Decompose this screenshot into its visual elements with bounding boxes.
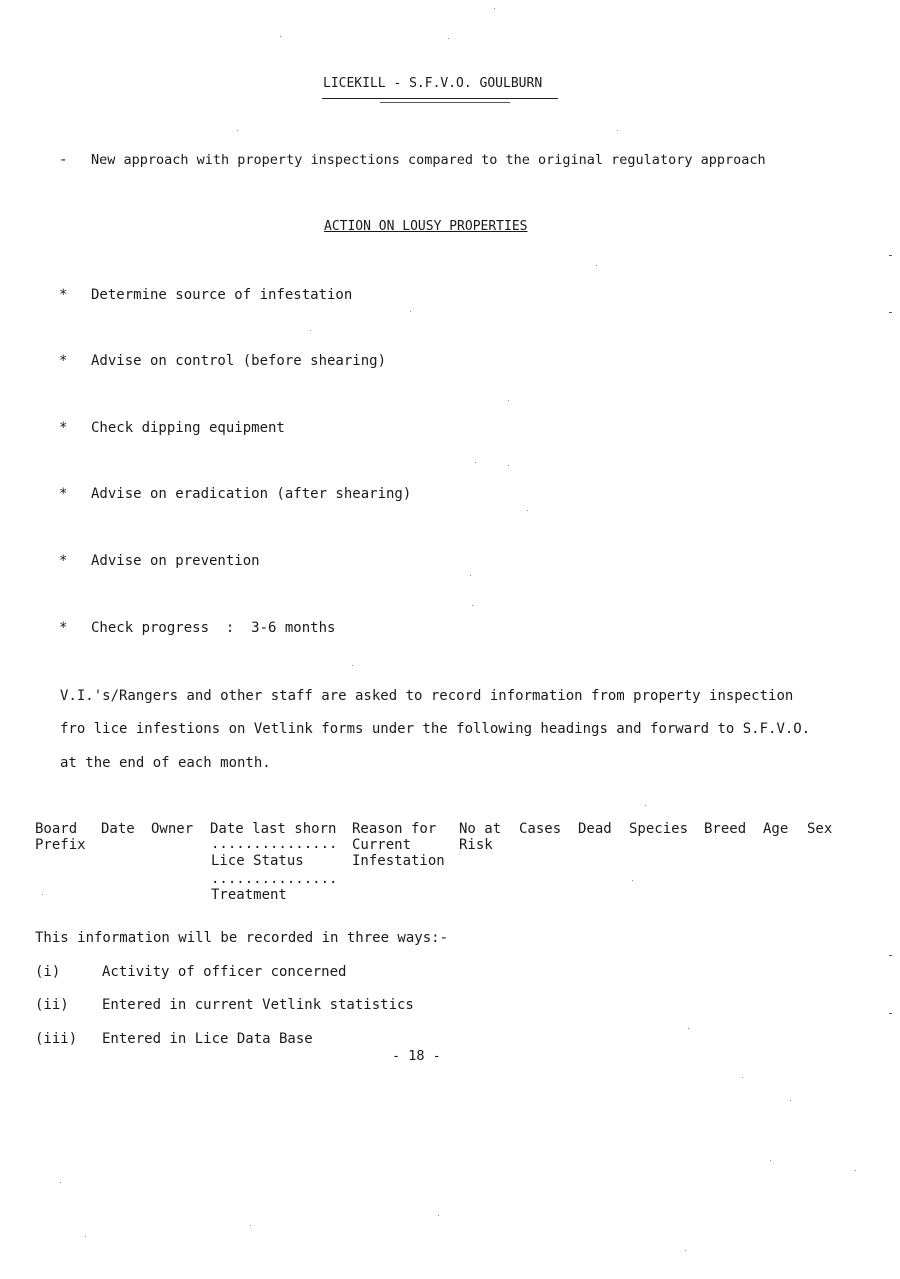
bullet-item: Advise on control (before shearing) [91,353,387,369]
bullet-item: Advise on prevention [91,553,260,569]
bullet-item: Advise on eradication (after shearing) [91,486,412,502]
edge-mark [889,1013,892,1014]
scan-speck [237,130,238,131]
scan-speck [280,36,281,37]
paragraph-line: fro lice infestions on Vetlink forms under the following headings and forward to S.F.V.O. [60,721,811,737]
intro-dash: - [59,152,68,168]
scan-speck [410,311,411,312]
scan-speck [42,894,43,895]
heading-lice-status: Lice Status [211,853,304,869]
heading-cases: Cases [519,821,562,837]
scan-speck [742,1077,743,1078]
heading-dead: Dead [578,821,612,837]
recorded-intro: This information will be recorded in three ways:- [35,930,449,946]
scan-speck [855,1170,856,1171]
bullet-item: Check progress : 3-6 months [91,620,336,636]
scan-speck [645,805,646,806]
page-number: - 18 - [392,1048,441,1064]
heading-species: Species [629,821,689,837]
bullet-marker: * [59,620,68,636]
heading-dots: ............... [211,836,338,852]
way-number: (iii) [35,1031,78,1047]
scan-speck [472,605,473,606]
scan-speck [527,510,528,511]
scan-speck [60,1182,61,1183]
bullet-marker: * [59,553,68,569]
paragraph-line: at the end of each month. [60,755,271,771]
scan-speck [352,665,353,666]
heading-owner: Owner [151,821,194,837]
heading-dots: ............... [211,871,338,887]
scan-speck [448,38,449,39]
document-title: LICEKILL - S.F.V.O. GOULBURN [323,76,543,91]
heading-reason-for-current-infestation: Reason for Current Infestation [352,821,445,869]
heading-board-prefix: Board Prefix [35,821,86,853]
scan-speck [85,1236,86,1237]
way-text: Entered in current Vetlink statistics [102,997,414,1013]
bullet-item: Determine source of infestation [91,287,353,303]
intro-text: New approach with property inspections compared to the original regulatory approach [91,152,766,168]
bullet-marker: * [59,287,68,303]
scan-speck [475,462,476,463]
scan-speck [310,330,311,331]
heading-treatment: Treatment [211,887,287,903]
scan-speck [250,1225,251,1226]
title-underline [322,98,558,99]
edge-mark [889,255,892,256]
scan-speck [685,1250,686,1251]
title-underline-secondary [380,102,510,103]
way-text: Entered in Lice Data Base [102,1031,313,1047]
edge-mark [889,955,892,956]
bullet-marker: * [59,353,68,369]
way-number: (ii) [35,997,69,1013]
way-text: Activity of officer concerned [102,964,347,980]
heading-date: Date [101,821,135,837]
heading-no-at-risk: No at Risk [459,821,502,853]
scan-speck [494,8,495,9]
bullet-marker: * [59,420,68,436]
scan-speck [438,1215,439,1216]
heading-sex: Sex [807,821,833,837]
way-number: (i) [35,964,61,980]
scan-speck [617,130,618,131]
scan-speck [508,400,509,401]
scan-speck [470,575,471,576]
heading-age: Age [763,821,789,837]
heading-breed: Breed [704,821,747,837]
scan-speck [632,880,633,881]
edge-mark [889,312,892,313]
bullet-item: Check dipping equipment [91,420,285,436]
bullet-marker: * [59,486,68,502]
scan-speck [508,465,509,466]
heading-date-last-shorn: Date last shorn [210,821,337,837]
scan-speck [596,265,597,266]
section-heading: ACTION ON LOUSY PROPERTIES [324,219,528,234]
paragraph-line: V.I.'s/Rangers and other staff are asked to record information from property inspection [60,688,794,704]
scan-speck [688,1028,689,1029]
scan-speck [790,1100,791,1101]
scan-speck [770,1160,771,1161]
